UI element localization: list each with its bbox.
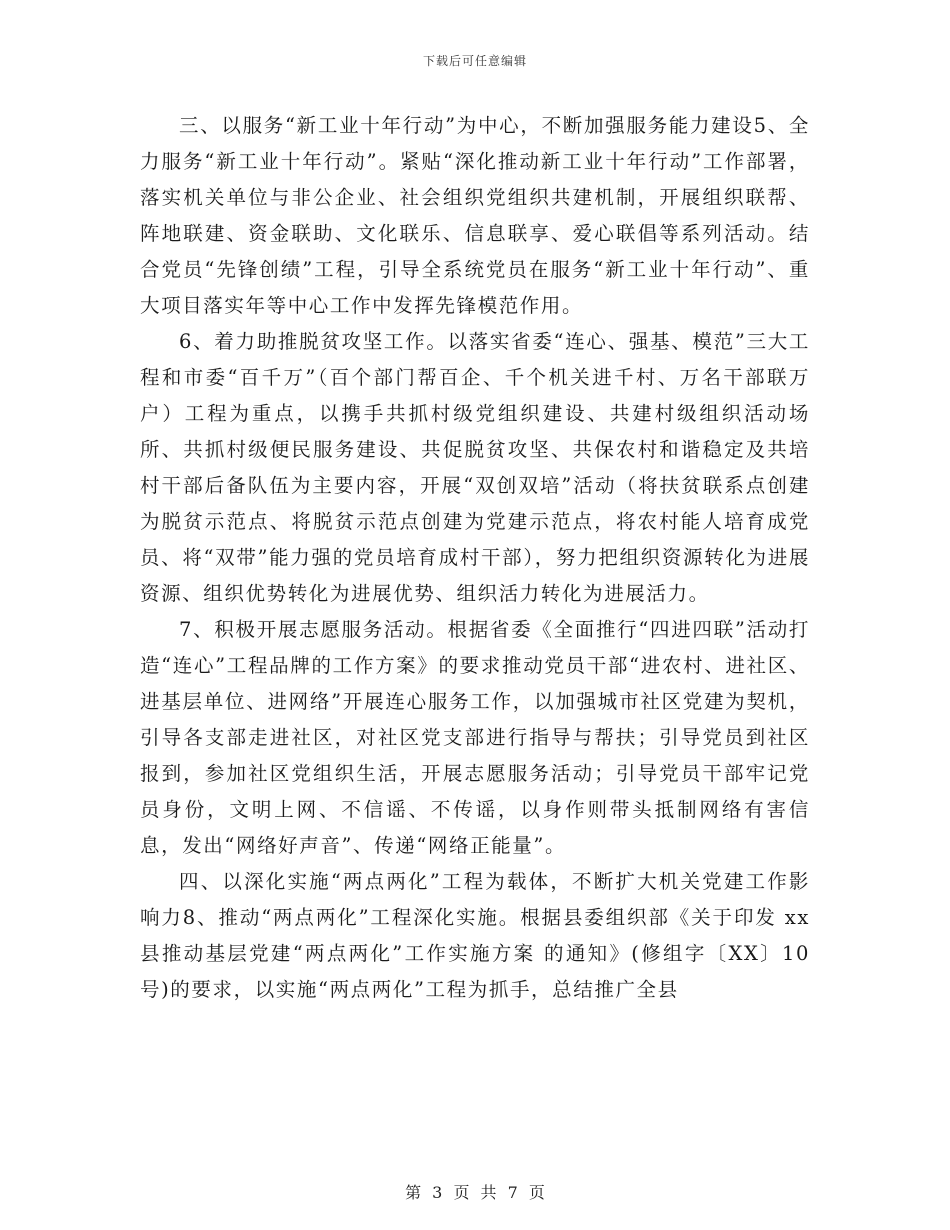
paragraph-item-seven: 7、积极开展志愿服务活动。根据省委《全面推行“四进四联”活动打造“连心”工程品牌的工作方案》的要求推动党员干部“进农村、进社区、进基层单位、进网络”开展连心服务工作，以加强城市社区党建为契机，引导各支部走进社区，对社区党支部进行指导与帮扶；引导党员到社区报到，参加社区党组织生活，开展志愿服务活动；引导党员干部牢记党员身份，文明上网、不信谣、不传谣，以身作则带头抵制网络有害信息，发出“网络好声音”、传递“网络正能量”。 (140, 618, 810, 857)
paragraph-section-three: 三、以服务“新工业十年行动”为中心，不断加强服务能力建设5、全力服务“新工业十年行动”。紧贴“深化推动新工业十年行动”工作部署，落实机关单位与非公企业、社会组织党组织共建机制，开展组织联帮、阵地联建、资金联助、文化联乐、信息联享、爱心联倡等系列活动。结合党员“先锋创绩”工程，引导全系统党员在服务“新工业十年行动”、重大项目落实年等中心工作中发挥先锋模范作用。 (140, 114, 810, 317)
document-body (140, 108, 810, 1008)
paragraph-section-four: 四、以深化实施“两点两化”工程为载体，不断扩大机关党建工作影响力8、推动“两点两化”工程深化实施。根据县委组织部《关于印发 xx县推动基层党建“两点两化”工作实施方案 的通知》(修组字〔XX〕10号)的要求，以实施“两点两化”工程为抓手，总结推广全县 (140, 870, 810, 1001)
page-number-footer: 第 3 页 共 7 页 (405, 1183, 545, 1202)
paragraph-item-six: 6、着力助推脱贫攻坚工作。以落实省委“连心、强基、模范”三大工程和市委“百千万”（百个部门帮百企、千个机关进千村、万名干部联万户）工程为重点，以携手共抓村级党组织建设、共建村级组织活动场所、共抓村级便民服务建设、共促脱贫攻坚、共保农村和谐稳定及共培村干部后备队伍为主要内容，开展“双创双培”活动（将扶贫联系点创建为脱贫示范点、将脱贫示范点创建为党建示范点，将农村能人培育成党员、将“双带”能力强的党员培育成村干部），努力把组织资源转化为进展资源、组织优势转化为进展优势、组织活力转化为进展活力。 (140, 330, 810, 605)
page-header-note: 下载后可任意编辑 (422, 54, 527, 68)
